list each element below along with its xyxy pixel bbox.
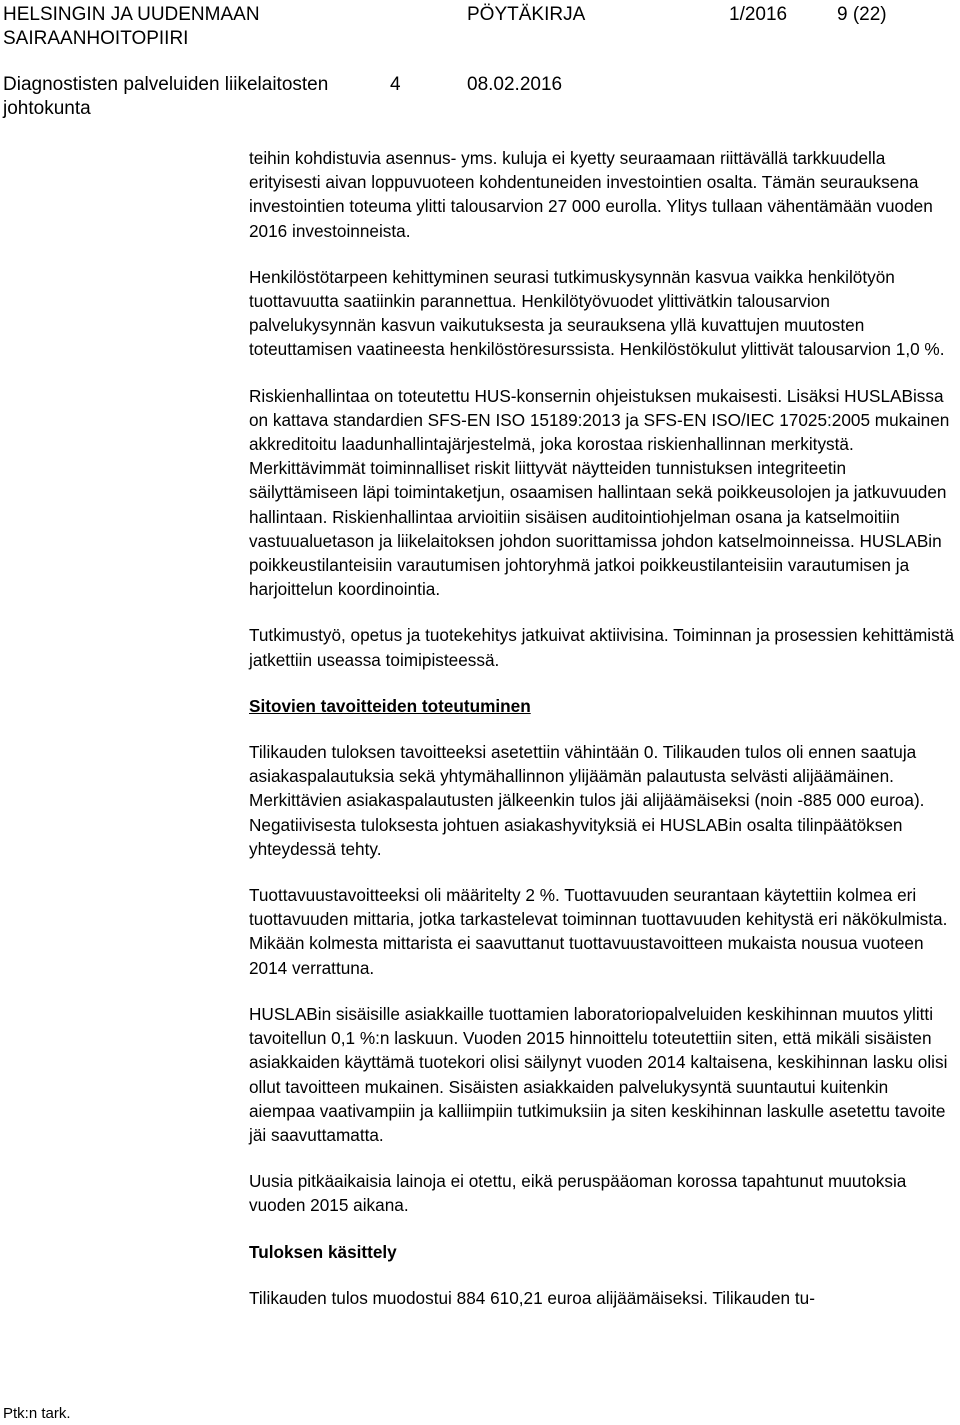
section-heading-result-handling: Tuloksen käsittely: [249, 1241, 397, 1262]
meeting-date: 08.02.2016: [467, 74, 563, 95]
footer-reviewer-label: Ptk:n tark.: [3, 1405, 71, 1422]
paragraph-loans: Uusia pitkäaikaisia lainoja ei otettu, eikä peruspääoman korossa tapahtunut muutoksia vuoden 2015 aikana.: [249, 1171, 907, 1216]
paragraph-investments: teihin kohdistuvia asennus- yms. kuluja ei kyetty seuraamaan riittävällä tarkkuudella erityisesti aivan loppuvuoteen kohdentuneiden investointien osalta. Tämän seurauksena investointien toteuma ylitti talousarvion 27 000 eurolla. Ylitys tullaan vähentämään vuoden 2016 investoinneista.: [249, 148, 933, 241]
paragraph-risk-management: Riskienhallintaa on toteutettu HUS-konsernin ohjeistuksen mukaisesti. Lisäksi HUSLABissa on kattava standardien SFS-EN ISO 15189:2013 ja SFS-EN ISO/IEC 17025:2005 mukainen akkreditoitu laadunhallintajärjestelmä, joka korostaa riskienhallinnan merkitystä. Merkittävimmät toiminnalliset riskit liittyvät näytteiden tunnistuksen integriteetin säilyttämiseen läpi toimintaketjun, osaamisen hallintaan sekä poikkeusolojen ja jatkuvuuden hallintaan. Riskienhallintaa arvioitiin sisäisen auditointiohjelman osana ja katselmoitiin vastuualuetason ja liikelaitoksen johdon suorittamissa johdon katselmoinneissa. HUSLABin poikkeustilanteisiin varautumisen johtoryhmä jatkoi poikkeustilanteisiin varautumisen ja harjoittelun koordinointia.: [249, 385, 950, 600]
meeting-number: 4: [390, 74, 401, 95]
governing-body-line1: Diagnostisten palveluiden liikelaitosten: [3, 74, 329, 95]
paragraph-personnel: Henkilöstötarpeen kehittyminen seurasi tutkimuskysynnän kasvua vaikka henkilötyön tuottavuutta saatiinkin parannettua. Henkilötyövuodet ylittivätkin talousarvion palvelukysynnän kasvun vaikutuksesta ja seurauksena yllä kuvattujen muutosten toteuttamisen vaatineesta henkilöstöresurssista. Henkilöstökulut ylittivät talousarvion 1,0 %.: [249, 266, 945, 360]
document-body: [249, 146, 955, 1332]
paragraph-internal-pricing: HUSLABin sisäisille asiakkaille tuottamien laboratoriopalveluiden keskihinnan muutos ylitti tavoitellun 0,1 %:n laskuun. Vuoden 2015 hinnoittelu toteutettiin siten, että mikäli sisäisten asiakkaiden käyttämä tuotekori olisi säilynyt vuoden 2014 kaltaisena, keskihinnan lasku olisi ollut tavoitteen mukainen. Sisäisten asiakkaiden palvelukysyntä suuntautui kuitenkin aiempaa vaativampiin ja kalliimpiin tutkimuksiin ja siten keskihinnan laskulle asetettu tavoite jäi saavuttamatta.: [249, 1003, 948, 1145]
governing-body-line2: johtokunta: [3, 98, 91, 119]
organization-name-line2: SAIRAANHOITOPIIRI: [3, 28, 189, 49]
paragraph-research: Tutkimustyö, opetus ja tuotekehitys jatkuivat aktiivisina. Toiminnan ja prosessien kehittämistä jatkettiin useassa toimipisteessä.: [249, 625, 955, 670]
page-number: 9 (22): [837, 4, 887, 25]
paragraph-result-target: Tilikauden tuloksen tavoitteeksi asetettiin vähintään 0. Tilikauden tulos oli ennen saatuja asiakaspalautuksia sekä yhtymähallinnon ylijäämän palautusta selvästi alijäämäinen. Merkittävien asiakaspalautusten jälkeenkin tulos jäi alijäämäiseksi (noin -885 000 euroa). Negatiivisesta tuloksesta johtuen asiakashyvityksiä ei HUSLABin osalta tilinpäätöksen yhteydessä tehty.: [249, 742, 925, 859]
page-header: [0, 0, 960, 130]
paragraph-result-handling: Tilikauden tulos muodostui 884 610,21 euroa alijäämäiseksi. Tilikauden tu-: [249, 1287, 815, 1308]
paragraph-productivity-target: Tuottavuustavoitteeksi oli määritelty 2 %. Tuottavuuden seurantaan käytettiin kolmea eri tuottavuuden mittaria, jotka tarkastelevat toiminnan tuottavuuden kehitystä eri näkökulmista. Mikään kolmesta mittarista ei saavuttanut tuottavuustavoitteen mukaista nousua vuoteen 2014 verrattuna.: [249, 885, 948, 978]
document-number: 1/2016: [729, 4, 788, 25]
document-type: PÖYTÄKIRJA: [467, 4, 586, 25]
organization-name-line1: HELSINGIN JA UUDENMAAN: [3, 4, 260, 25]
section-heading-binding-targets: Sitovien tavoitteiden toteutuminen: [249, 695, 531, 716]
